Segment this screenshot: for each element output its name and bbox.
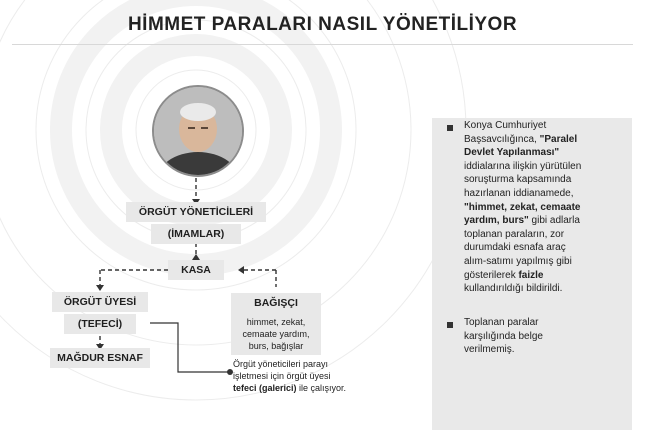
panel-line: kullandırıldığı bildirildi. — [464, 283, 563, 295]
usurer-label: (TEFECİ) — [64, 314, 136, 334]
panel-line — [464, 214, 624, 228]
usurer-note — [233, 358, 383, 394]
panel-bullet — [447, 125, 453, 131]
panel-bullet — [447, 322, 453, 328]
note-line — [233, 382, 383, 394]
panel-line — [464, 146, 624, 160]
kasa-label: KASA — [168, 260, 224, 280]
panel-line-bold: faizle — [518, 269, 544, 281]
panel-line: toplanan paraların, zor — [464, 228, 565, 240]
donor-label: BAĞIŞÇI — [231, 293, 321, 313]
panel-line-part: gibi adlarla — [528, 215, 580, 227]
donor-detail-line: cemaate yardım, — [242, 329, 310, 339]
note-bold: tefeci (galerici) — [233, 383, 297, 393]
title-divider — [12, 44, 633, 45]
panel-line — [464, 201, 624, 215]
arrow-down — [96, 285, 104, 291]
member-label: ÖRGÜT ÜYESİ — [52, 292, 148, 312]
panel-paragraph-2 — [464, 316, 624, 357]
panel-line-bold: yardım, burs" — [464, 215, 529, 227]
panel-line-bold: Devlet Yapılanması" — [464, 147, 560, 159]
note-line: işletmesi için örgüt üyesi — [233, 371, 331, 381]
panel-line-part: gösterilerek — [464, 269, 519, 281]
panel-line: alım-satımı yapılmış gibi — [464, 255, 572, 267]
panel-line — [464, 269, 624, 283]
panel-line: durumdaki esnafa araç — [464, 242, 566, 254]
panel-line: soruşturma kapsamında — [464, 174, 572, 186]
org-managers-label: ÖRGÜT YÖNETİCİLERİ — [126, 202, 266, 222]
panel-line: iddialarına ilişkin yürütülen — [464, 160, 582, 172]
person-portrait-icon — [154, 87, 242, 175]
connector-usurer-note — [150, 323, 230, 372]
victim-label: MAĞDUR ESNAF — [50, 348, 150, 368]
panel-line: Konya Cumhuriyet — [464, 120, 547, 131]
note-tail: ile çalışıyor. — [296, 383, 347, 393]
panel-line — [464, 133, 624, 147]
imams-label: (İMAMLAR) — [151, 224, 241, 244]
panel-line: verilmemiş. — [464, 344, 515, 356]
donor-detail-line: himmet, zekat, — [246, 317, 306, 327]
panel-line-bold: "Paralel — [539, 133, 578, 145]
panel-line-part: Başsavcılığınca, — [464, 133, 540, 145]
donor-detail-line: burs, bağışlar — [248, 341, 304, 351]
avatar — [152, 85, 244, 177]
panel-line: karşılığında belge — [464, 330, 543, 342]
panel-paragraph-1 — [464, 119, 624, 296]
panel-line: Toplanan paralar — [464, 317, 539, 328]
panel-line-bold: "himmet, zekat, cemaate — [464, 201, 581, 213]
note-line: Örgüt yöneticileri parayı — [233, 359, 329, 369]
page-title: HİMMET PARALARI NASIL YÖNETİLİYOR — [127, 14, 518, 35]
panel-line: hazırlanan iddianamede, — [464, 187, 574, 199]
